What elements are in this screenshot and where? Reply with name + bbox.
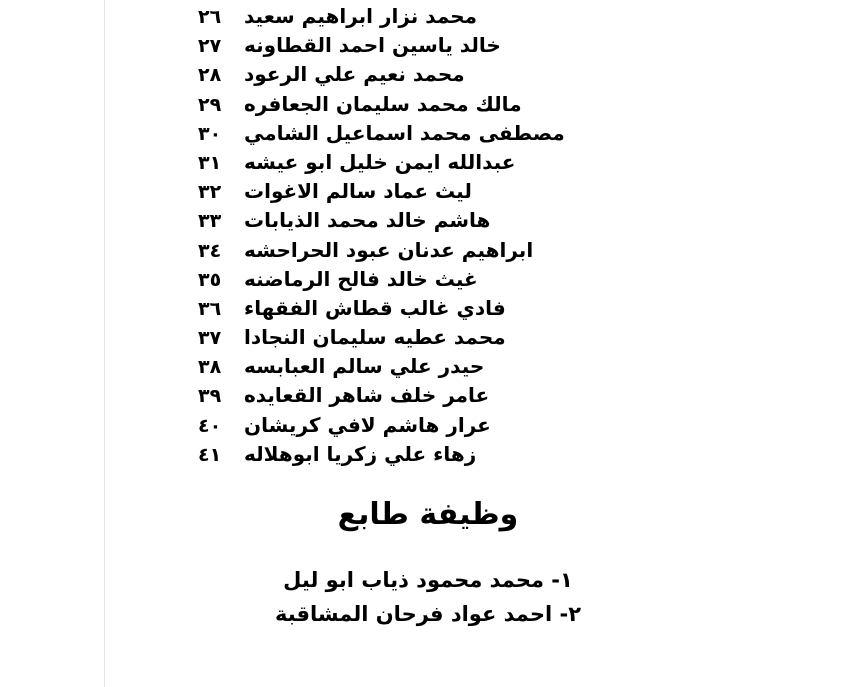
entry-name: محمد عطيه سليمان النجادا [244,325,506,350]
list-item [180,33,676,62]
list-item: ٢- احمد عواد فرحان المشاقبة [274,602,582,626]
entry-name: زهاء علي زكريا ابوهلاله [244,441,477,466]
entry-number: ٣٥ [198,268,222,291]
entry-name: عامر خلف شاهر القعايده [244,383,490,408]
entry-name: مالك محمد سليمان الجعافره [244,91,522,116]
list-item [180,179,676,208]
list-item [180,208,676,237]
entry-number: ٣٤ [198,239,222,262]
numbered-name-list [180,4,676,471]
entry-name: محمد نعيم علي الرعود [244,62,465,87]
entry-number: ٣٢ [198,181,222,204]
entry-name: فادي غالب قطاش الفقهاء [244,295,506,320]
entry-name: هاشم خالد محمد الذيابات [244,208,491,233]
entry-number: ٢٨ [198,64,222,87]
entry-number: ٣٧ [198,327,222,350]
list-item [180,413,676,442]
entry-name: عبدالله ايمن خليل ابو عيشه [244,149,516,174]
entry-name: ابراهيم عدنان عبود الحراحشه [244,237,534,262]
list-item: ١- محمد محمود ذياب ابو ليل [283,568,573,592]
entry-number: ٣٣ [198,210,222,233]
entry-number: ٤٠ [198,414,222,437]
list-item [180,121,676,150]
entry-number: ٣١ [198,151,222,174]
list-item [180,354,676,383]
list-item [180,62,676,91]
section-heading: وظيفة طابع [337,497,519,532]
list-item [180,267,676,296]
list-item [180,238,676,267]
entry-name: محمد نزار ابراهيم سعيد [244,4,478,28]
entry-name: عرار هاشم لافي كريشان [244,412,491,437]
list-item [180,383,676,412]
entry-name: ليث عماد سالم الاغوات [244,179,472,204]
entry-name: مصطفى محمد اسماعيل الشامي [244,120,565,145]
entry-number: ٤١ [198,443,222,466]
entry-number: ٢٧ [198,35,222,58]
entry-name: غيث خالد فالح الرماضنه [244,266,478,291]
entry-number: ٢٩ [198,93,222,116]
section-name-list [180,568,676,636]
entry-number: ٣٠ [198,122,222,145]
entry-number: ٢٦ [198,6,222,28]
entry-number: ٣٨ [198,356,222,379]
list-item [180,442,676,471]
list-item [180,150,676,179]
list-item [180,325,676,354]
entry-number: ٣٩ [198,385,222,408]
list-item [180,92,676,121]
entry-name: خالد ياسين احمد القطاونه [244,33,501,58]
entry-number: ٣٦ [198,297,222,320]
entry-name: حيدر علي سالم العبابسه [244,354,485,379]
list-item [180,296,676,325]
list-item [180,4,676,33]
